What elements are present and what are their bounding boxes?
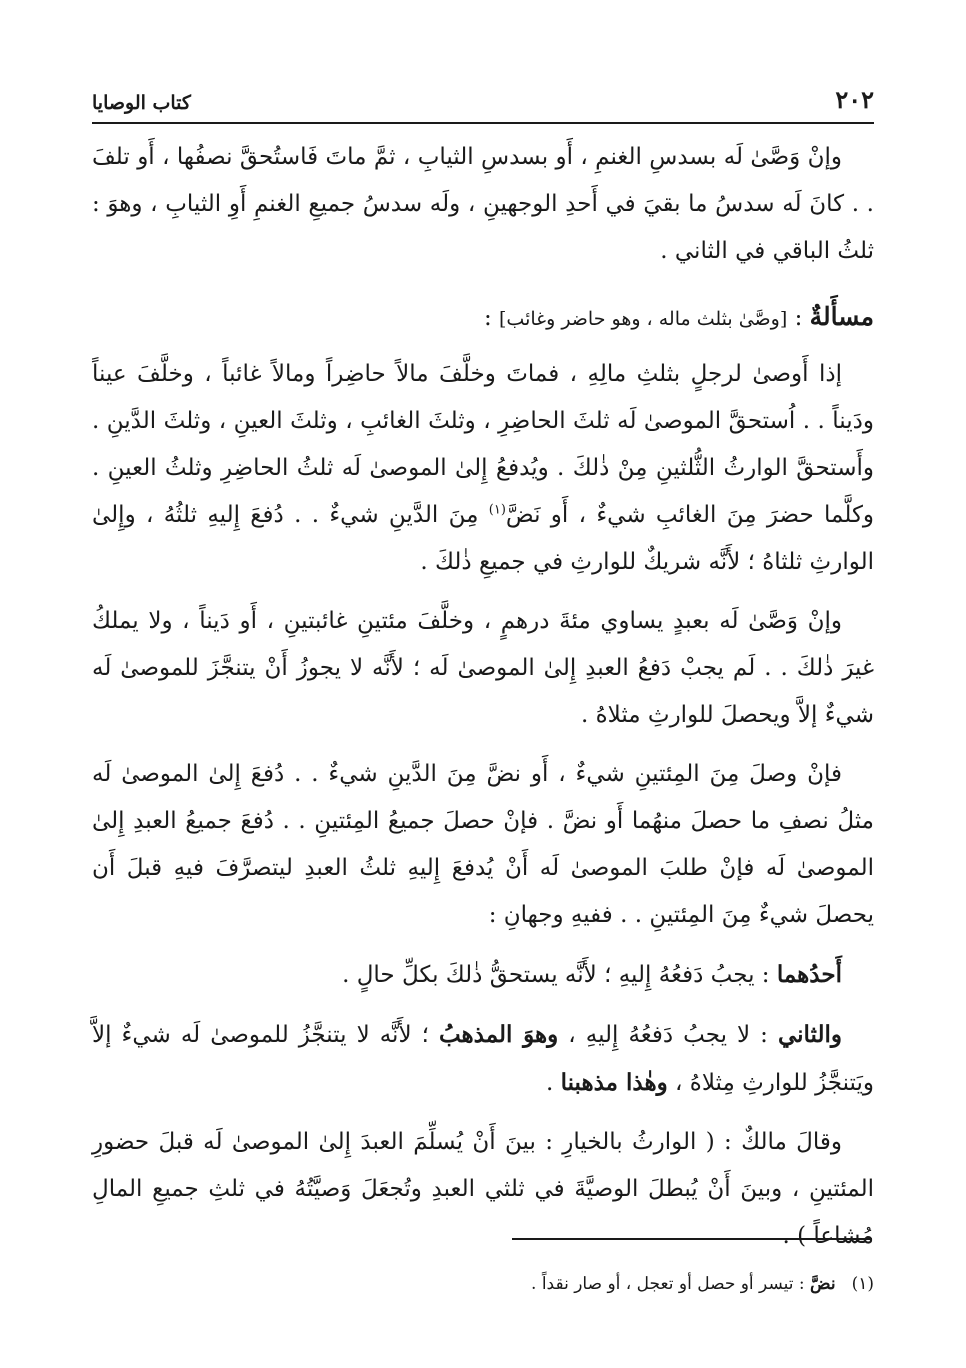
issue-title: [وصَّىٰ بثلث ماله ، وهو حاضر وغائب]: [499, 308, 788, 330]
first-opinion-label: أَحدُهما: [776, 961, 842, 988]
paragraph-3: وإنْ وَصَّىٰ لَه بعبدٍ يساوي مئةَ درهمٍ ، وخلَّفَ مئتينِ غائبتينِ ، أَو دَيناً ، ولا يملكُ غيرَ ذٰلكَ . . لَم يجبْ دَفعُ العبدِ إِلىٰ الموصىٰ لَه ؛ لأَنَّه لا يجوزُ أَنْ يتنجَّزَ للموصىٰ لَه شيءٌ إلاَّ ويحصلَ للوارثِ مثلاهُ .: [92, 608, 874, 728]
paragraph-2-part-b: مِنَ الدَّينِ شيءٌ . . دُفعَ إِليهِ ثلثُهُ ، وإِلىٰ الوارثِ ثلثاهُ ؛ لأَنَّه شريكٌ للوارثِ في جميعِ ذٰلكَ .: [92, 502, 874, 575]
footnote-number: (١): [851, 1274, 874, 1294]
header-rule: [92, 122, 874, 124]
main-text: [92, 134, 874, 1272]
footnote: [92, 1270, 874, 1298]
page-number: ٢٠٢: [835, 85, 874, 114]
footnote-text: : تيسر أو حصل أو تعجل ، أو صار نقداً .: [531, 1274, 811, 1294]
footnote-term: نضَّ: [810, 1274, 836, 1294]
footnote-reference[interactable]: (١): [488, 502, 506, 518]
paragraph-6-end: .: [545, 1070, 561, 1096]
paragraph-2: [92, 351, 874, 586]
second-opinion-reason: ؛ لأَنَّه لا يتنجَّزُ للموصىٰ لَه شيءٌ إلاَّ ويَتنجَّزُ للوارثِ مِثلاهُ ،: [92, 1022, 874, 1096]
second-opinion-text: : لا يجبُ دَفعُهُ إِليهِ ،: [558, 1022, 778, 1048]
issue-heading: [92, 293, 874, 343]
paragraph-1: وإنْ وَصَّىٰ لَه بسدسِ الغنمِ ، أَو بسدسِ الثيابِ ، ثمَّ ماتَ فَاستُحقَّ نصفُها ، أَو تلفَ . . كانَ لَه سدسُ ما بقيَ في أَحدِ الوجهينِ ، ولَه سدسُ جميعِ الغنمِ أَوِ الثيابِ ، وهوَ : ثلثُ الباقي في الثاني .: [92, 144, 874, 264]
paragraph-5: [92, 951, 874, 999]
our-madhhab-phrase: وهٰذا مذهبنا: [560, 1069, 668, 1096]
issue-end: :: [483, 305, 500, 331]
paragraph-6: [92, 1011, 874, 1107]
paragraph-2-part-a: إذا أَوصىٰ لرجلٍ بثلثِ مالِهِ ، فماتَ وخلَّفَ مالاً حاضِراً ومالاً غائباً ، وخلَّفَ عيناً ودَيناً . . اُستحقَّ الموصىٰ لَه ثلثَ الحاضِرِ ، وثلثَ الغائبِ ، وثلثَ العينِ ، وثلثَ الدَّينِ . وأَستحقَّ الوارثُ الثُّلثينِ مِنْ ذٰلكَ . ويُدفعُ إِلىٰ الموصىٰ لَه ثلثُ الحاضِرِ وثلثُ العينِ . وكلَّما حضرَ مِنَ الغائبِ شيءٌ ، أَو نَضَّ: [92, 361, 875, 528]
paragraph-4: فإنْ وصلَ مِنَ المِئتينِ شيءٌ ، أَو نضَّ مِنَ الدَّينِ شيءٌ . . دُفعَ إِلىٰ الموصىٰ لَه مثلُ نصفِ ما حصلَ منهُما أَو نضَّ . فإنْ حصلَ جميعُ المِئتينِ . . دُفعَ جميعُ العبدِ إِلىٰ الموصىٰ لَه فإنْ طلبَ الموصىٰ لَه أَنْ يُدفعَ إِليهِ ثلثُ العبدِ ليتصرَّفَ فيهِ قبلَ أَن يحصلَ شيءٌ مِنَ المِئتينِ . . ففيهِ وجهانِ :: [92, 761, 874, 928]
madhhab-phrase: وهوَ المذهبُ: [438, 1021, 559, 1048]
issue-label: مسأَلةٌ: [809, 302, 874, 331]
paragraph-7: وقالَ مالكٌ : ( الوارثُ بالخيارِ : بينَ أَنْ يُسلِّمَ العبدَ إِلىٰ الموصىٰ لَه قبلَ حضورِ المئتينِ ، وبينَ أَنْ يُبطلَ الوصيَّةَ في ثلثي العبدِ وتُجعَلَ وَصيَّتُهُ في ثلثِ جميعِ المالِ مُشاعاً ) .: [92, 1129, 874, 1249]
running-head: [92, 84, 874, 114]
issue-colon: :: [787, 305, 810, 331]
first-opinion-text: : يجبُ دَفعُهُ إِليهِ ؛ لأَنَّه يستحقُّ ذٰلكَ بكلِّ حالٍ .: [342, 962, 777, 988]
footnote-rule: [512, 1238, 872, 1240]
book-title: كتاب الوصايا: [92, 92, 191, 114]
second-opinion-label: والثاني: [777, 1021, 842, 1048]
